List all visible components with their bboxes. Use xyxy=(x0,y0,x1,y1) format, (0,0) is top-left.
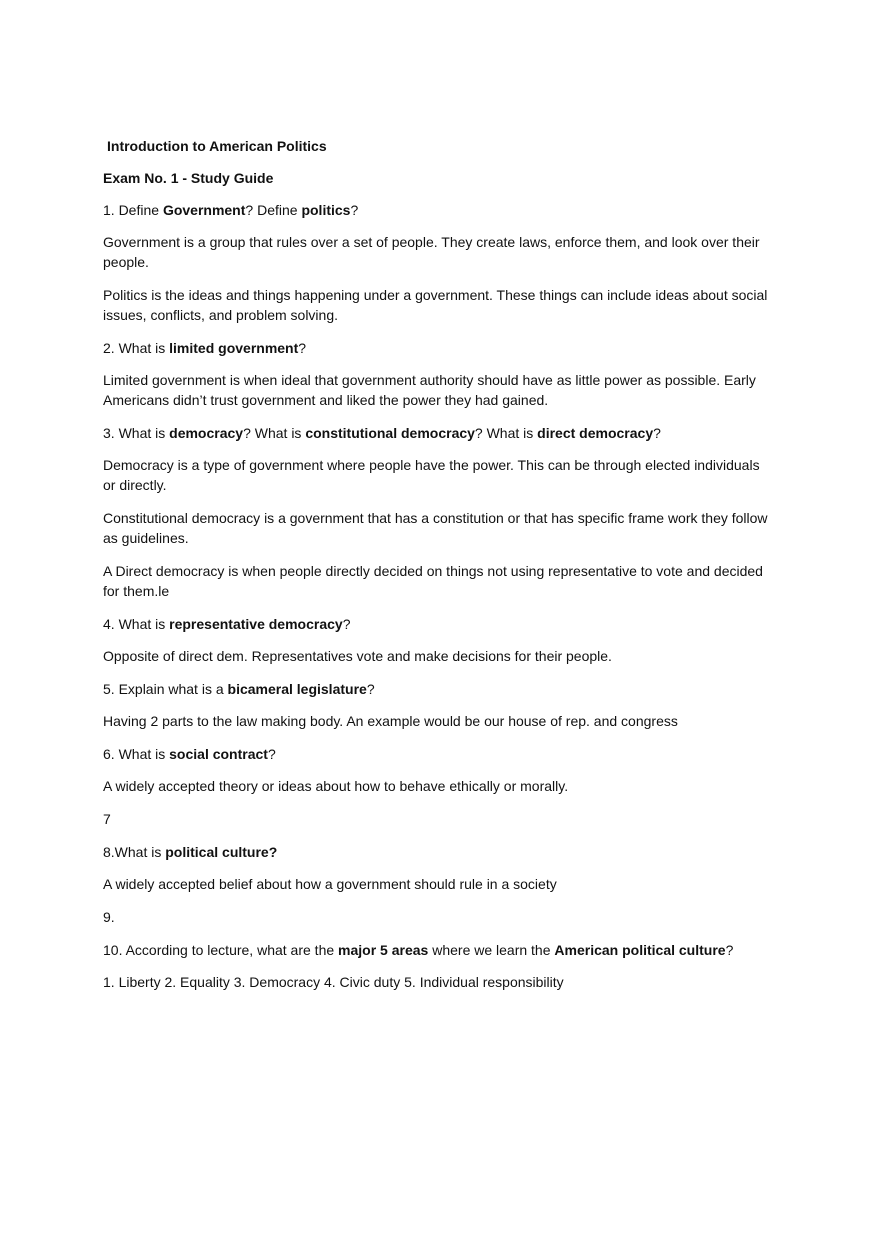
question-text: ? What is xyxy=(243,425,306,441)
question-text: 6. What is xyxy=(103,746,170,762)
question-text: ? xyxy=(267,746,276,762)
question-text: ? What is xyxy=(474,425,538,441)
bold-term: major 5 areas xyxy=(338,942,429,958)
bold-term: bicameral legislature xyxy=(227,681,367,697)
bold-term: Government xyxy=(162,202,246,218)
answer-line: A Direct democracy is when people directly decided on things not using representative to vote and decided for them.le xyxy=(103,563,763,599)
bold-term: democracy xyxy=(169,425,244,441)
bold-term: social contract xyxy=(169,746,268,762)
study-guide-items xyxy=(103,200,768,992)
question-text: ? xyxy=(298,340,307,356)
document-title: Introduction to American Politics xyxy=(107,138,327,154)
question-text: ? xyxy=(366,681,375,697)
answer-line: A widely accepted theory or ideas about how to behave ethically or morally. xyxy=(103,778,569,794)
answer-line: Opposite of direct dem. Representatives vote and make decisions for their people. xyxy=(103,648,612,664)
question-line xyxy=(103,679,768,699)
question-text: 3. What is xyxy=(103,425,170,441)
bold-term: constitutional democracy xyxy=(305,425,475,441)
bold-term: political culture? xyxy=(165,844,278,860)
answer-line: Government is a group that rules over a set of people. They create laws, enforce them, and look over their people. xyxy=(103,234,760,270)
answer-line: 7 xyxy=(103,811,111,827)
answer-line: 1. Liberty 2. Equality 3. Democracy 4. Civic duty 5. Individual responsibility xyxy=(103,974,564,990)
question-text: 1. Define xyxy=(103,202,163,218)
bold-term: limited government xyxy=(169,340,299,356)
answer-line: A widely accepted belief about how a government should rule in a society xyxy=(103,876,557,892)
question-line xyxy=(103,842,768,862)
question-text: ? xyxy=(342,616,351,632)
question-text: 10. According to lecture, what are the xyxy=(103,942,339,958)
document-body xyxy=(103,136,768,1005)
question-line xyxy=(103,200,768,220)
question-text: ? xyxy=(350,202,359,218)
answer-line: Politics is the ideas and things happening under a government. These things can include ideas about social issues, conflicts, and problem solving. xyxy=(103,287,768,323)
question-text: ? xyxy=(725,942,734,958)
answer-line: 9. xyxy=(103,909,115,925)
question-line xyxy=(103,423,768,443)
bold-term: politics xyxy=(301,202,351,218)
question-text: ? xyxy=(653,425,661,441)
answer-line: Constitutional democracy is a government that has a constitution or that has specific frame work they follow as guidelines. xyxy=(103,510,768,546)
answer-line: Limited government is when ideal that government authority should have as little power as possible. Early Americans didn’t trust government and liked the power they had gained. xyxy=(103,372,756,408)
question-text: 8.What is xyxy=(103,844,166,860)
document-subtitle: Exam No. 1 - Study Guide xyxy=(103,170,274,186)
bold-term: representative democracy xyxy=(169,616,343,632)
question-line xyxy=(103,614,768,634)
answer-line: Having 2 parts to the law making body. An example would be our house of rep. and congress xyxy=(103,713,678,729)
question-line xyxy=(103,940,768,960)
question-line xyxy=(103,744,768,764)
bold-term: direct democracy xyxy=(537,425,654,441)
question-line xyxy=(103,338,768,358)
question-text: where we learn the xyxy=(428,942,555,958)
answer-line: Democracy is a type of government where people have the power. This can be through elected individuals or directly. xyxy=(103,457,760,493)
bold-term: American political culture xyxy=(554,942,726,958)
question-text: 4. What is xyxy=(103,616,170,632)
question-text: 2. What is xyxy=(103,340,170,356)
question-text: ? Define xyxy=(245,202,302,218)
question-text: 5. Explain what is a xyxy=(103,681,228,697)
